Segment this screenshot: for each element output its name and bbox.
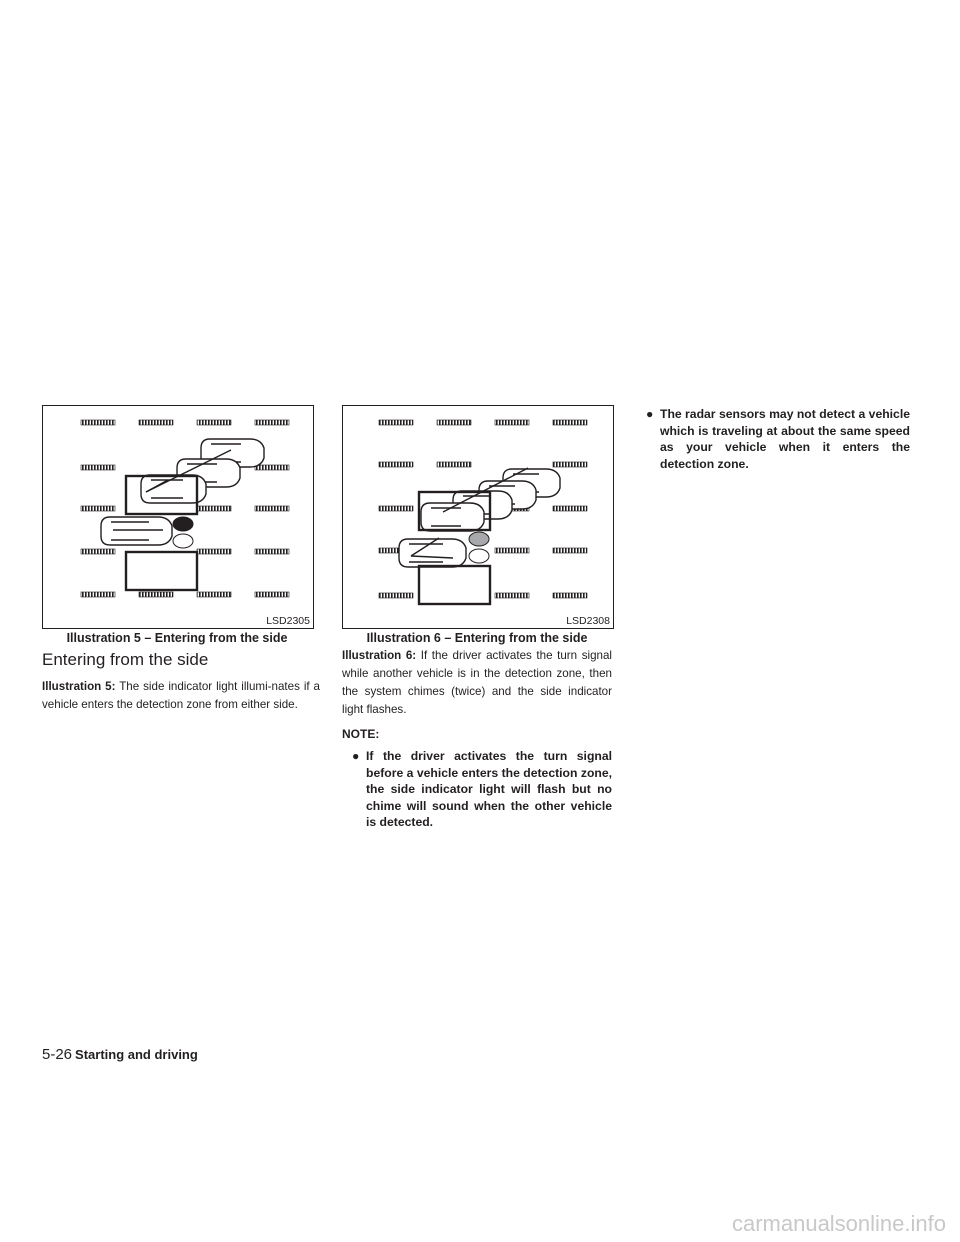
illustration-5-figure bbox=[42, 405, 314, 629]
figure-code: LSD2308 bbox=[566, 615, 610, 627]
illustration-5-description bbox=[42, 678, 320, 714]
illustration-6-description bbox=[342, 647, 612, 719]
illustration-6-lead: Illustration 6: bbox=[342, 649, 417, 662]
note-bullet bbox=[352, 748, 612, 831]
illustration-5-lead: Illustration 5: bbox=[42, 680, 116, 693]
section-heading: Entering from the side bbox=[42, 650, 209, 669]
note-bullet-text: The radar sensors may not detect a vehicle which is traveling at about the same speed as your vehicle when it enters the detection zone. bbox=[660, 407, 910, 471]
illustration-6-drawing bbox=[343, 406, 613, 628]
note-bullet-text: If the driver activates the turn signal before a vehicle enters the detection zone, the side indicator light will flash but no chime will sound when the other vehicle is detected. bbox=[366, 749, 612, 830]
illustration-6-figure bbox=[342, 405, 614, 629]
watermark-text: carmanualsonline.info bbox=[731, 1211, 946, 1236]
indicator-lights bbox=[173, 517, 193, 548]
footer-section-title: Starting and driving bbox=[75, 1047, 198, 1062]
illustration-5-drawing bbox=[43, 406, 313, 628]
page-number: 5-26 bbox=[42, 1046, 73, 1063]
illustration-5-caption: Illustration 5 – Entering from the side bbox=[66, 631, 288, 645]
bullet-icon: ● bbox=[646, 407, 654, 421]
illustration-5-text: The side indicator light illumi-nates if a vehicle enters the detection zone from either side. bbox=[42, 680, 320, 711]
figure-code: LSD2305 bbox=[266, 615, 310, 627]
note-label: NOTE: bbox=[342, 727, 380, 741]
page-footer bbox=[42, 1046, 198, 1064]
illustration-6-text: If the driver activates the turn signal while another vehicle is in the detection zone, then the system chimes (twice) and the side indicator light flashes. bbox=[342, 649, 612, 716]
indicator-lights bbox=[469, 532, 489, 563]
note-bullet bbox=[646, 406, 910, 472]
bullet-icon: ● bbox=[352, 749, 360, 763]
illustration-6-caption: Illustration 6 – Entering from the side bbox=[366, 631, 588, 645]
